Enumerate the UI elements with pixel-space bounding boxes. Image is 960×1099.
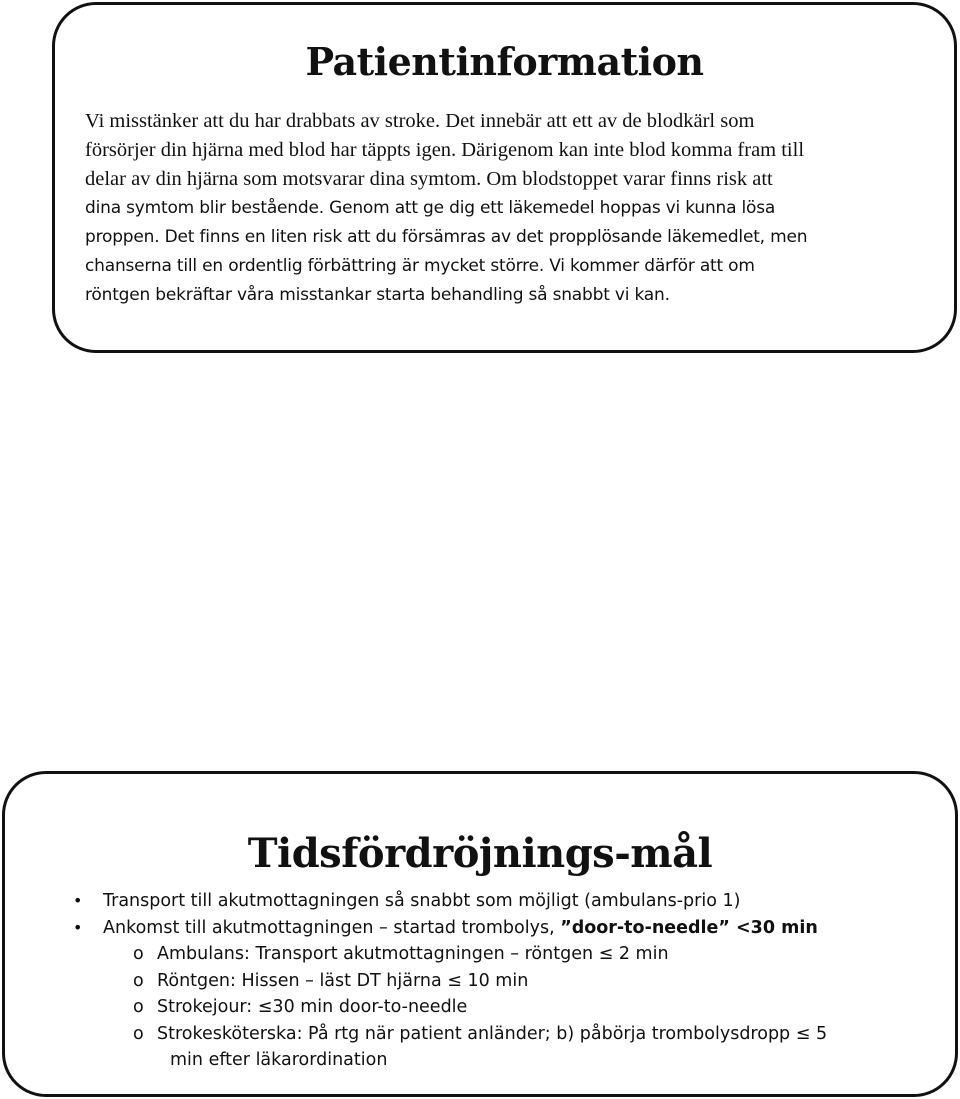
sub-bullet-icon: o xyxy=(133,971,144,991)
time-goals-title: Tidsfördröjnings-mål xyxy=(247,830,713,877)
list-item-text: Ankomst till akutmottagningen – startad trombolys, xyxy=(103,918,561,938)
patient-info-line: proppen. Det finns en liten risk att du försämras av det propplösande läkemedlet, men xyxy=(85,227,808,247)
patient-info-line: chanserna till en ordentlig förbättring är mycket större. Vi kommer därför att om xyxy=(85,256,755,276)
sub-bullet-icon: o xyxy=(133,997,144,1017)
sub-bullet-icon: o xyxy=(133,1024,144,1044)
sub-list-item-text: Ambulans: Transport akutmottagningen – röntgen ≤ 2 min xyxy=(157,944,669,964)
patient-info-line: försörjer din hjärna med blod har täppts igen. Därigenom kan inte blod komma fram till xyxy=(85,139,805,161)
patient-info-line: Vi misstänker att du har drabbats av stroke. Det innebär att ett av de blodkärl som xyxy=(85,110,755,132)
door-to-needle-target: ”door-to-needle” <30 min xyxy=(560,918,818,938)
patient-info-card xyxy=(52,2,957,353)
patient-info-line: delar av din hjärna som motsvarar dina symtom. Om blodstoppet varar finns risk att xyxy=(85,168,773,190)
bullet-icon: • xyxy=(73,918,83,937)
bullet-icon: • xyxy=(73,891,83,910)
sub-list-item-text: min efter läkarordination xyxy=(170,1050,388,1070)
list-item-text: Transport till akutmottagningen så snabbt som möjligt (ambulans-prio 1) xyxy=(103,891,741,911)
time-goals-card xyxy=(2,771,958,1097)
sub-bullet-icon: o xyxy=(133,944,144,964)
patient-info-line: röntgen bekräftar våra misstankar starta behandling så snabbt vi kan. xyxy=(85,285,670,305)
patient-info-line: dina symtom blir bestående. Genom att ge dig ett läkemedel hoppas vi kunna lösa xyxy=(85,198,776,218)
sub-list-item-text: Röntgen: Hissen – läst DT hjärna ≤ 10 min xyxy=(157,971,529,991)
patient-info-title: Patientinformation xyxy=(305,39,704,84)
sub-list-item-text: Strokejour: ≤30 min door-to-needle xyxy=(157,997,468,1017)
list-item-text-wrapper xyxy=(103,915,818,941)
sub-list-item-text: Strokesköterska: På rtg när patient anländer; b) påbörja trombolysdropp ≤ 5 xyxy=(157,1024,828,1044)
